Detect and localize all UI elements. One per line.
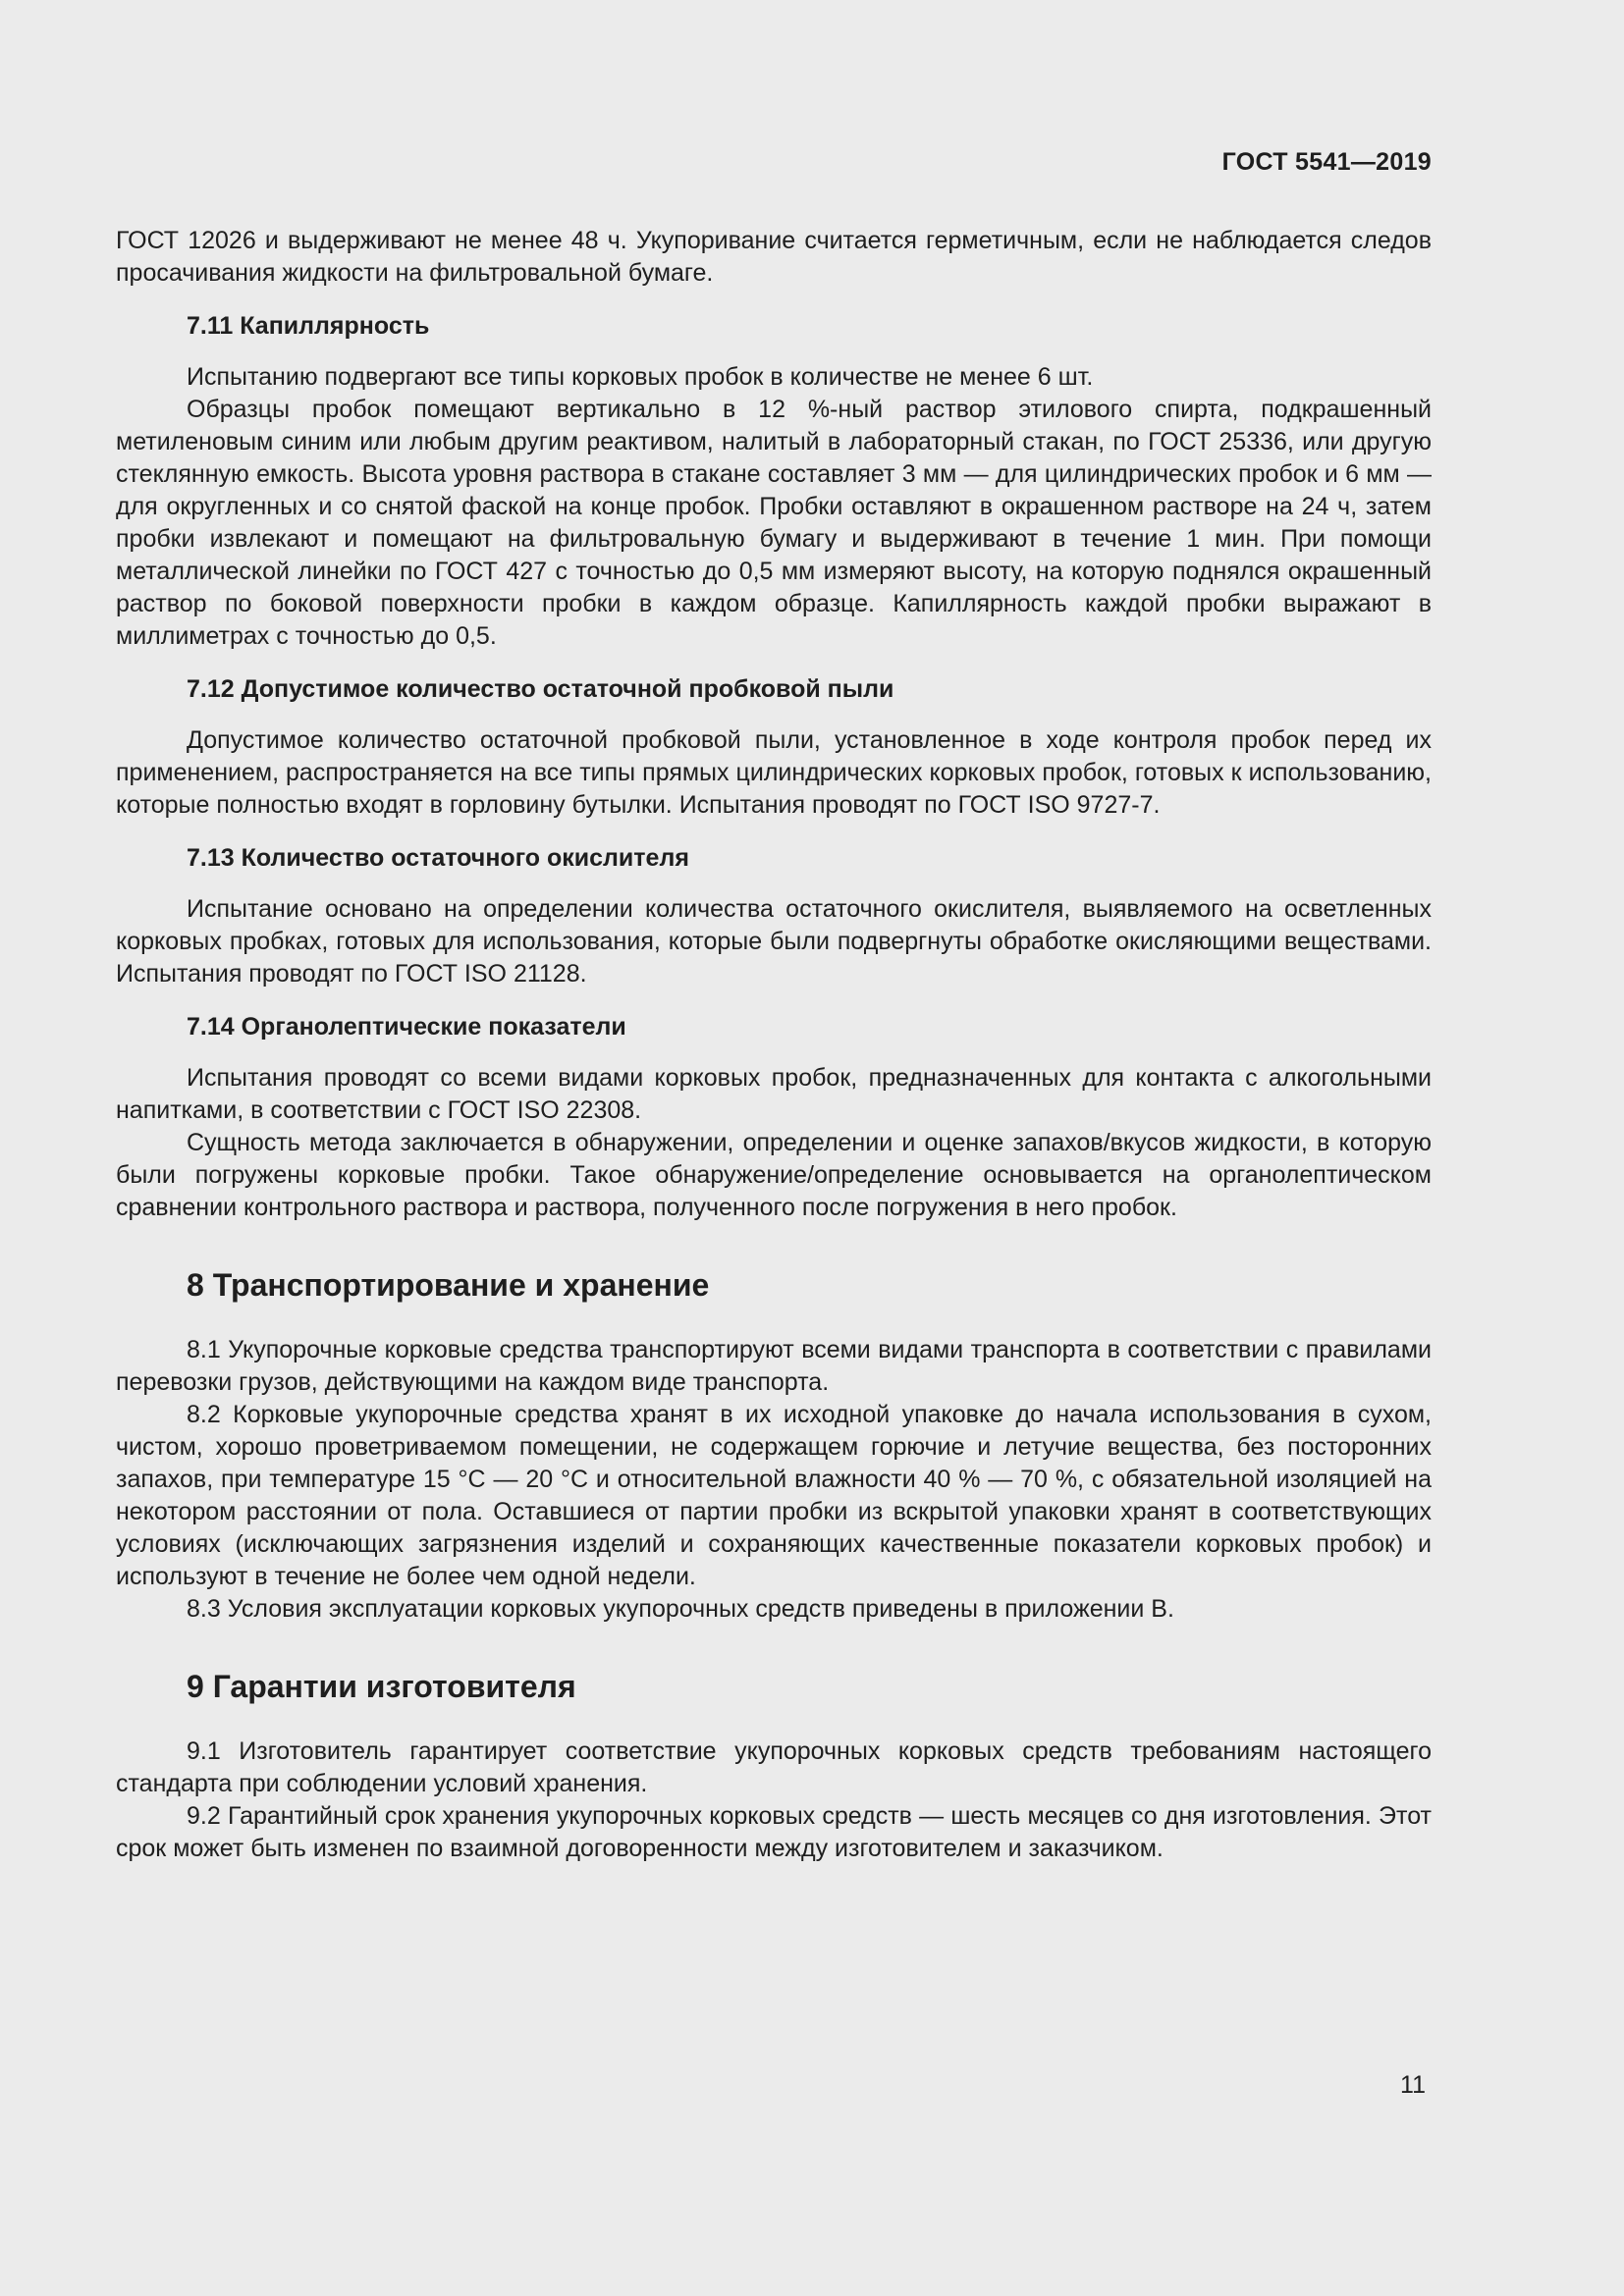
section-7-13-paragraph-1: Испытание основано на определении количества остаточного окислителя, выявляемого на осветленных корковых пробках, готовых для использования, которые были подвергнуты обработке окисляющими веществами. Испытания проводят по ГОСТ ISO 21128. (116, 895, 1432, 988)
document-code-header: ГОСТ 5541—2019 (1221, 148, 1432, 176)
page-number: 11 (1400, 2071, 1426, 2099)
section-7-14-paragraph-1: Испытания проводят со всеми видами корковых пробок, предназначенных для контакта с алкогольными напитками, в соответствии с ГОСТ ISO 22308. (116, 1064, 1432, 1124)
section-7-14-paragraph-2: Сущность метода заключается в обнаружении, определении и оценке запахов/вкусов жидкости, в которую были погружены корковые пробки. Такое обнаружение/определение основывается на органолептическом сравнении контрольного раствора и раствора, полученного после погружения в него пробок. (116, 1129, 1432, 1221)
section-7-13-heading: 7.13 Количество остаточного окислителя (187, 844, 689, 872)
section-7-11-paragraph-1: Испытанию подвергают все типы корковых пробок в количестве не менее 6 шт. (187, 363, 1094, 391)
section-7-11-paragraph-2: Образцы пробок помещают вертикально в 12 %-ный раствор этилового спирта, подкрашенный метиленовым синим или любым другим реактивом, налитый в лабораторный стакан, по ГОСТ 25336, или другую стеклянную емкость. Высота уровня раствора в стакане составляет 3 мм — для цилиндрических пробок и 6 мм — для округленных и со снятой фаской на конце пробок. Пробки оставляют в окрашенном растворе на 24 ч, затем пробки извлекают и помещают на фильтровальную бумагу и выдерживают в течение 1 мин. При помощи металлической линейки по ГОСТ 427 с точностью до 0,5 мм измеряют высоту, на которую поднялся окрашенный раствор по боковой поверхности пробки в каждом образце. Капиллярность каждой пробки выражают в миллиметрах с точностью до 0,5. (116, 396, 1432, 650)
section-9-2-paragraph: 9.2 Гарантийный срок хранения укупорочных корковых средств — шесть месяцев со дня изготовления. Этот срок может быть изменен по взаимной договоренности между изготовителем и заказчиком. (116, 1802, 1432, 1862)
section-8-1-paragraph: 8.1 Укупорочные корковые средства транспортируют всеми видами транспорта в соответствии с правилами перевозки грузов, действующими на каждом виде транспорта. (116, 1336, 1432, 1396)
section-7-11-heading: 7.11 Капиллярность (187, 312, 430, 340)
section-7-12-heading: 7.12 Допустимое количество остаточной пробковой пыли (187, 675, 894, 703)
section-7-12-paragraph-1: Допустимое количество остаточной пробковой пыли, установленное в ходе контроля пробок перед их применением, распространяется на все типы прямых цилиндрических корковых пробок, готовых к использованию, которые полностью входят в горловину бутылки. Испытания проводят по ГОСТ ISO 9727-7. (116, 726, 1432, 819)
paragraph-continuation: ГОСТ 12026 и выдерживают не менее 48 ч. Укупоривание считается герметичным, если не наблюдается следов просачивания жидкости на фильтровальной бумаге. (116, 227, 1432, 287)
section-9-heading: 9 Гарантии изготовителя (187, 1669, 576, 1704)
section-7-14-heading: 7.14 Органолептические показатели (187, 1013, 626, 1041)
section-8-3-paragraph: 8.3 Условия эксплуатации корковых укупорочных средств приведены в приложении В. (187, 1595, 1174, 1623)
section-8-2-paragraph: 8.2 Корковые укупорочные средства хранят в их исходной упаковке до начала использования в сухом, чистом, хорошо проветриваемом помещении, не содержащем горючие и летучие вещества, без посторонних запахов, при температуре 15 °С — 20 °С и относительной влажности 40 % — 70 %, с обязательной изоляцией на некотором расстоянии от пола. Оставшиеся от партии пробки из вскрытой упаковки хранят в соответствующих условиях (исключающих загрязнения изделий и сохраняющих качественные показатели корковых пробок) и используют в течение не более чем одной недели. (116, 1401, 1432, 1590)
document-page (116, 0, 1432, 2296)
section-9-1-paragraph: 9.1 Изготовитель гарантирует соответствие укупорочных корковых средств требованиям настоящего стандарта при соблюдении условий хранения. (116, 1737, 1432, 1797)
section-8-heading: 8 Транспортирование и хранение (187, 1267, 710, 1303)
document-body (116, 225, 1432, 1865)
